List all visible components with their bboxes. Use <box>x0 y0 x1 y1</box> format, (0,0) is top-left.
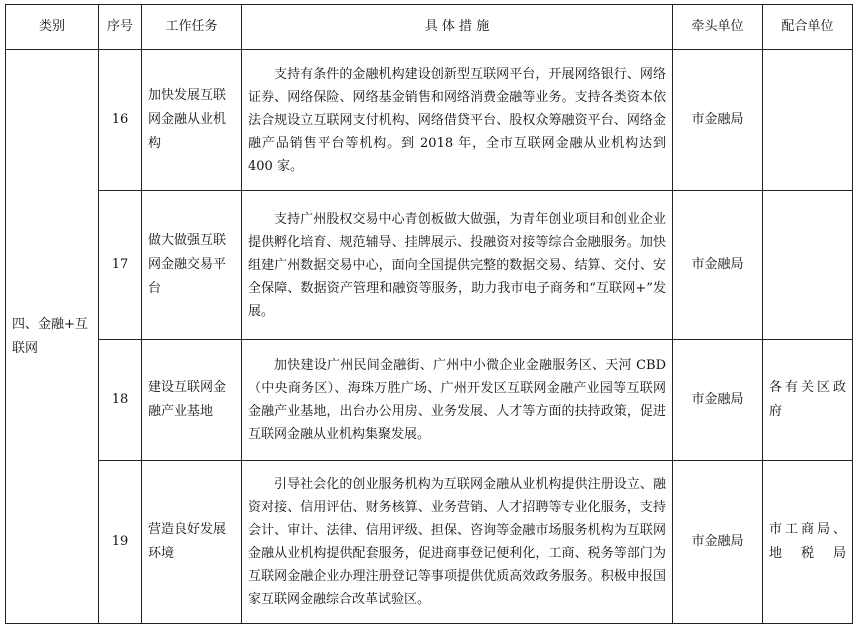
header-lead: 牵头单位 <box>673 5 763 50</box>
header-task: 工作任务 <box>142 5 242 50</box>
row-number: 19 <box>99 461 142 624</box>
row-lead: 市金融局 <box>673 191 763 340</box>
row-measures: 支持广州股权交易中心青创板做大做强，为青年创业项目和创业企业提供孵化培育、规范辅导、挂牌展示、投融资对接等综合金融服务。加快组建广州数据交易中心，面向全国提供完整的数据交易、结算、交付、安全保障、数据资产管理和融资等服务，助力我市电子商务和“互联网+”发展。 <box>242 191 673 340</box>
row-lead: 市金融局 <box>673 461 763 624</box>
table-row <box>6 340 853 461</box>
row-lead: 市金融局 <box>673 340 763 461</box>
row-lead: 市金融局 <box>673 50 763 191</box>
table-header-row <box>6 5 853 50</box>
row-task: 加快发展互联网金融从业机构 <box>142 50 242 191</box>
row-task: 建设互联网金融产业基地 <box>142 340 242 461</box>
row-cooperate <box>763 191 853 340</box>
row-cooperate: 各有关区政府 <box>763 340 853 461</box>
header-number: 序号 <box>99 5 142 50</box>
row-task: 营造良好发展环境 <box>142 461 242 624</box>
table-row <box>6 461 853 624</box>
row-measures: 加快建设广州民间金融街、广州中小微企业金融服务区、天河 CBD（中央商务区）、海珠万胜广场、广州开发区互联网金融产业园等互联网金融产业基地，出台办公用房、业务发展、人才等方面的扶持政策，促进互联网金融从业机构集聚发展。 <box>242 340 673 461</box>
header-cooperate: 配合单位 <box>763 5 853 50</box>
table-row <box>6 50 853 191</box>
row-measures: 支持有条件的金融机构建设创新型互联网平台，开展网络银行、网络证券、网络保险、网络基金销售和网络消费金融等业务。支持各类资本依法合规设立互联网支付机构、网络借贷平台、股权众筹融资平台、网络金融产品销售平台等机构。到 2018 年，全市互联网金融从业机构达到 400 家。 <box>242 50 673 191</box>
row-measures: 引导社会化的创业服务机构为互联网金融从业机构提供注册设立、融资对接、信用评估、财务核算、业务营销、人才招聘等专业化服务，支持会计、审计、法律、信用评级、担保、咨询等金融市场服务机构为互联网金融从业机构提供配套服务，促进商事登记便利化，工商、税务等部门为互联网金融企业办理注册登记等事项提供优质高效政务服务。积极申报国家互联网金融综合改革试验区。 <box>242 461 673 624</box>
category-cell: 四、金融+互联网 <box>6 50 99 624</box>
table-row <box>6 191 853 340</box>
row-cooperate: 市工商局、地税局 <box>763 461 853 624</box>
task-table <box>5 4 853 624</box>
header-measures: 具 体 措 施 <box>242 5 673 50</box>
row-number: 18 <box>99 340 142 461</box>
header-category: 类别 <box>6 5 99 50</box>
row-number: 17 <box>99 191 142 340</box>
row-cooperate <box>763 50 853 191</box>
row-number: 16 <box>99 50 142 191</box>
row-task: 做大做强互联网金融交易平台 <box>142 191 242 340</box>
